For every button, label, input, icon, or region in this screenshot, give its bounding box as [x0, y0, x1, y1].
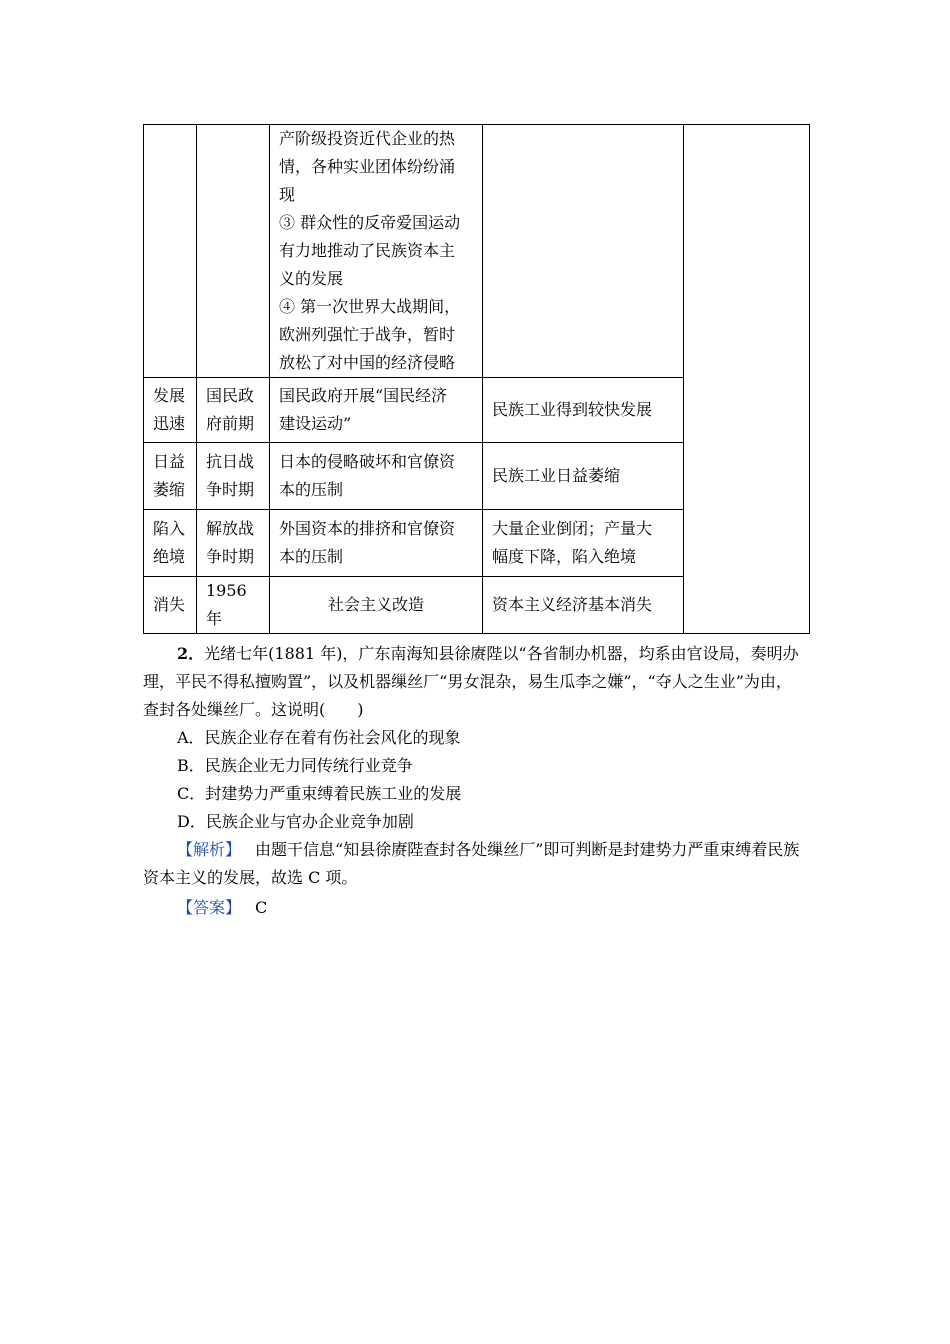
question-number: 2．	[177, 644, 205, 663]
cause-line: 情，各种实业团体纷纷涌	[279, 157, 456, 176]
effect-text: 资本主义经济基本消失	[492, 595, 653, 614]
stage-cell	[144, 510, 197, 577]
question-stem	[143, 640, 807, 724]
question-stem-text: 光绪七年(1881 年)，广东南海知县徐赓陛以“各省制办机器，均系由官设局，奏明办理，平民不得私擅购置”，以及机器缫丝厂“男女混杂，易生瓜李之嫌”，“夺人之生业”为由，查封各处缫丝厂。这说明( )	[143, 644, 799, 719]
option-b: B．民族企业无力同传统行业竞争	[177, 756, 413, 775]
period-cell	[197, 443, 270, 510]
period-cell	[197, 577, 270, 634]
period-text: 解放战	[206, 519, 255, 538]
stage-cell	[144, 378, 197, 443]
cause-text: 本的压制	[279, 480, 344, 499]
analysis-text: 由题干信息“知县徐赓陛查封各处缫丝厂”即可判断是封建势力严重束缚着民族资本主义的发展，故选 C 项。	[143, 840, 800, 887]
cause-line: 有力地推动了民族资本主	[279, 241, 456, 260]
period-text: 1956 年	[206, 581, 247, 628]
period-text: 府前期	[206, 414, 255, 433]
stage-cell	[144, 577, 197, 634]
cause-line: 放松了对中国的经济侵略	[279, 353, 456, 372]
cause-cell	[270, 577, 483, 634]
period-cell	[197, 378, 270, 443]
cause-cell	[270, 443, 483, 510]
effect-text: 幅度下降，陷入绝境	[492, 547, 637, 566]
cause-line: 义的发展	[279, 269, 344, 288]
cause-text: 本的压制	[279, 547, 344, 566]
cause-text: 社会主义改造	[327, 595, 424, 614]
cause-text: 建设运动”	[279, 414, 352, 433]
effect-cell	[483, 443, 684, 510]
period-text: 抗日战	[206, 452, 255, 471]
effect-cell	[483, 577, 684, 634]
stage-text: 陷入	[153, 519, 186, 538]
period-text: 争时期	[206, 547, 255, 566]
cause-cell	[270, 378, 483, 443]
effect-cell-empty	[483, 125, 684, 378]
effect-text: 民族工业得到较快发展	[492, 400, 653, 419]
period-text: 争时期	[206, 480, 255, 499]
cause-line: ④ 第一次世界大战期间，	[279, 297, 461, 316]
answer-tag: 【答案】	[177, 898, 242, 917]
stage-text: 萎缩	[153, 480, 186, 499]
cause-line: 欧洲列强忙于战争，暂时	[279, 325, 456, 344]
option-d: D．民族企业与官办企业竞争加剧	[177, 812, 414, 831]
period-cell-empty	[197, 125, 270, 378]
remark-cell-empty	[684, 125, 810, 634]
stage-cell-empty	[144, 125, 197, 378]
cause-cell	[270, 510, 483, 577]
question-block	[143, 640, 807, 922]
stage-cell	[144, 443, 197, 510]
cause-cell-continued	[270, 125, 483, 378]
period-cell	[197, 510, 270, 577]
table-row-continued	[144, 125, 810, 378]
option-a: A．民族企业存在着有伤社会风化的现象	[177, 728, 461, 747]
stage-text: 发展	[153, 386, 186, 405]
analysis-paragraph	[143, 836, 807, 892]
cause-line: 现	[279, 185, 296, 204]
industry-stage-table	[143, 124, 810, 634]
cause-text: 外国资本的排挤和官僚资	[279, 519, 456, 538]
stage-text: 绝境	[153, 547, 186, 566]
cause-text: 日本的侵略破坏和官僚资	[279, 452, 456, 471]
analysis-tag: 【解析】	[177, 840, 242, 859]
stage-text: 迅速	[153, 414, 186, 433]
option-c: C．封建势力严重束缚着民族工业的发展	[177, 784, 462, 803]
stage-text: 日益	[153, 452, 186, 471]
period-text: 国民政	[206, 386, 255, 405]
effect-text: 大量企业倒闭；产量大	[492, 519, 653, 538]
cause-text: 国民政府开展“国民经济	[279, 386, 448, 405]
answer-value: C	[255, 898, 268, 917]
effect-cell	[483, 378, 684, 443]
stage-text: 消失	[153, 595, 186, 614]
answer-line	[143, 894, 807, 922]
cause-line: 产阶级投资近代企业的热	[279, 129, 456, 148]
effect-cell	[483, 510, 684, 577]
effect-text: 民族工业日益萎缩	[492, 466, 621, 485]
cause-line: ③ 群众性的反帝爱国运动	[279, 213, 461, 232]
